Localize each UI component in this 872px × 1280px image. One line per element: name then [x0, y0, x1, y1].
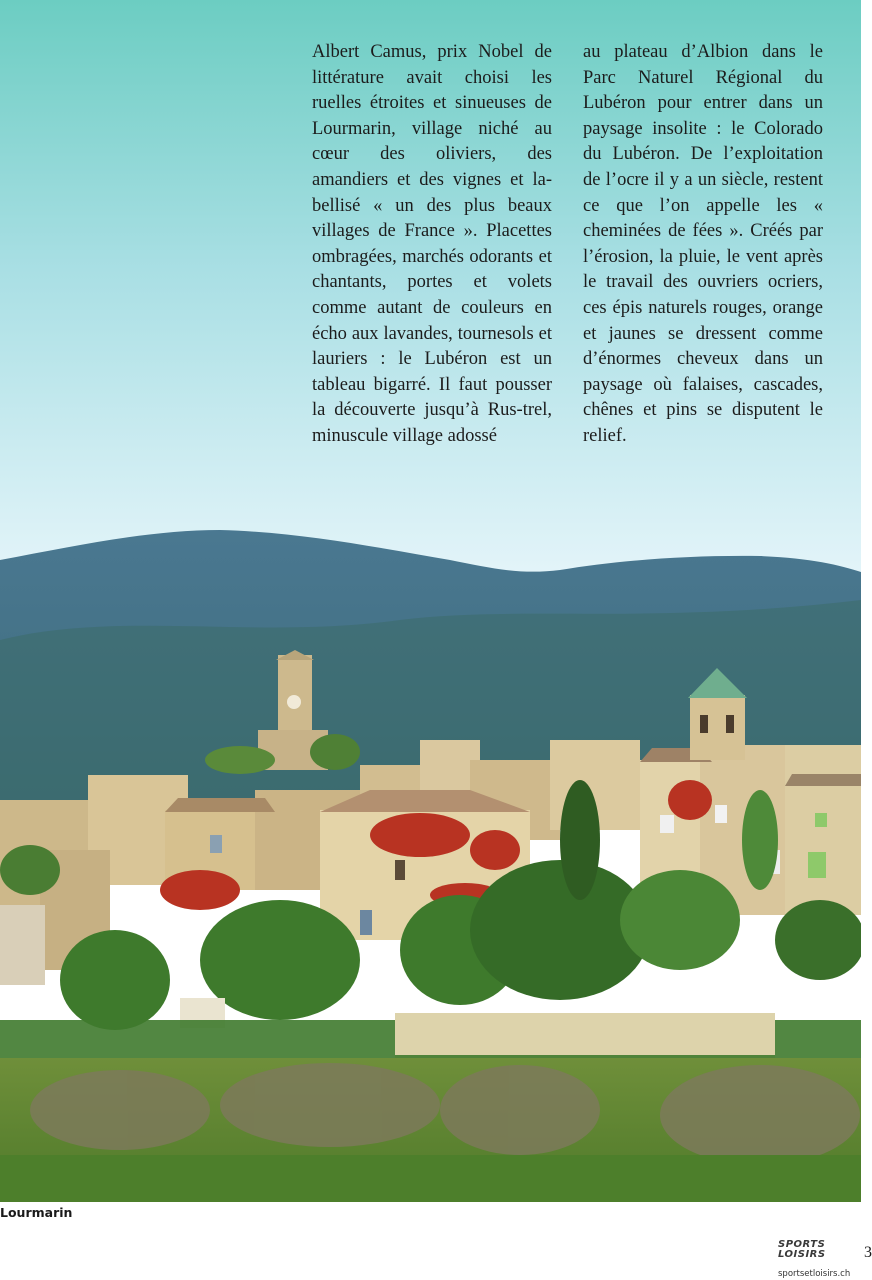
church-tower	[690, 695, 745, 760]
brand-logo	[778, 1240, 842, 1260]
page-number: 3	[864, 1244, 872, 1261]
photo-caption: Lourmarin	[0, 1205, 73, 1220]
article-column-right: au plateau d’Albion dans le Parc Naturel Régional du Lubéron pour entrer dans un paysage insolite : le Colorado du Lubéron. De l’exploitation de l’ocre il y a un siècle, restent ce que l’on appelle les « cheminées de fées ». Créés par l’érosion, la pluie, le vent après le travail des ouvriers ocriers, ces épis naturels rouges, orange et jaunes se dressent comme d’énormes cheveux dans un paysage où falaises, cascades, chênes et pins se disputent le relief.	[583, 42, 823, 446]
magazine-brand[interactable]	[778, 1239, 851, 1280]
article-column-left: Albert Camus, prix Nobel de littérature avait choisi les ruelles étroites et sinueuses de Lourmarin, village niché au cœur des oliviers, des amandiers et des vignes et la-bellisé « un des plus beaux villages de France ». Placettes ombragées, marchés odorants et chantants, portes et volets comme autant de couleurs en écho aux lavandes, tournesols et lauriers : le Lubéron est un tableau bigarré. Il faut pousser la découverte jusqu’à Rus-trel, minuscule village adossé	[312, 42, 552, 446]
brand-url[interactable]: sportsetloisirs.ch	[778, 1269, 851, 1279]
clock-tower	[278, 655, 312, 735]
brand-line-1: SPORTS	[778, 1239, 826, 1250]
brand-line-2: LOISIRS	[778, 1249, 826, 1260]
